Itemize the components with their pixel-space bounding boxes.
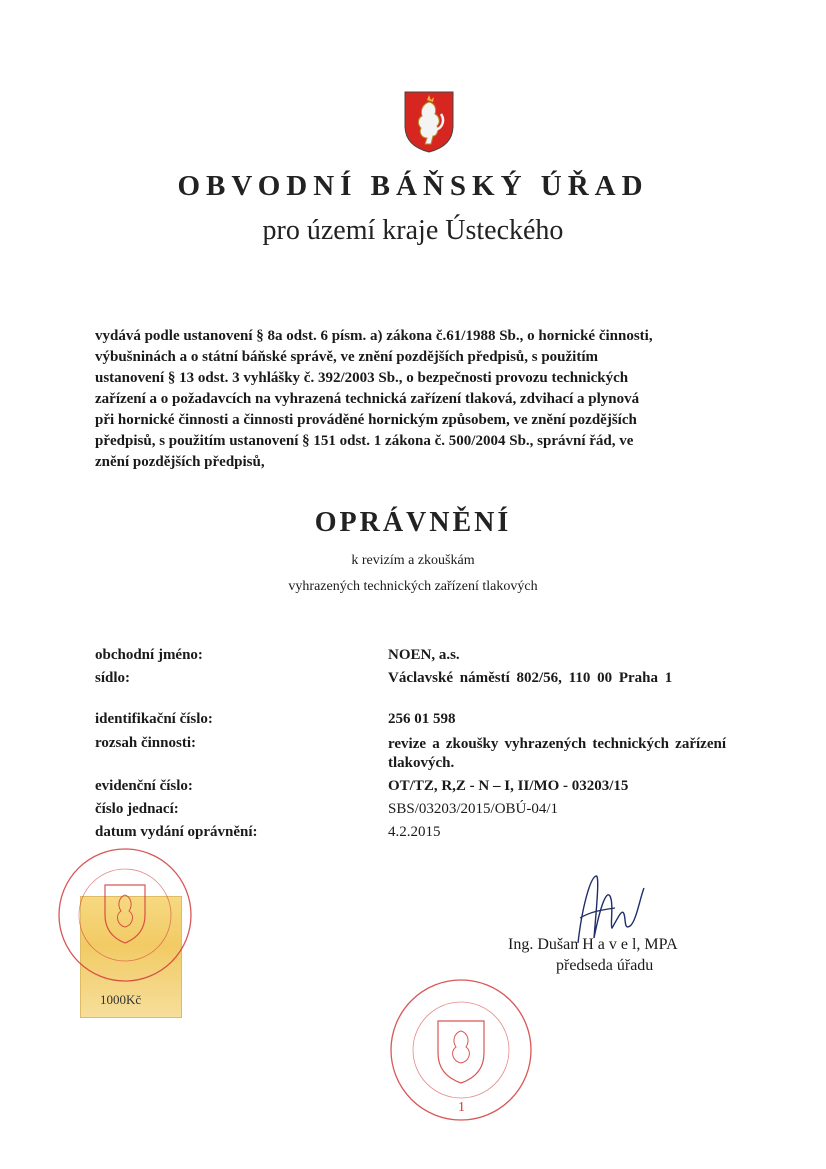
id-value: 256 01 598 <box>388 711 456 727</box>
business-name-value: NOEN, a.s. <box>388 647 460 663</box>
scope-value: revize a zkoušky vyhrazených technických zařízení tlakových. <box>388 736 726 771</box>
office-region: pro území kraje Ústeckého <box>262 215 564 246</box>
office-name: OBVODNÍ BÁŇSKÝ ÚŘAD <box>177 170 649 202</box>
official-stamp-left-icon <box>55 835 195 995</box>
signer-role: předseda úřadu <box>556 957 654 974</box>
document-subtitle-1: k revizím a zkouškám <box>351 553 475 568</box>
registration-label: evidenční číslo: <box>95 778 193 794</box>
registration-value: OT/TZ, R,Z - N – I, II/MO - 03203/15 <box>388 778 629 794</box>
business-name-label: obchodní jméno: <box>95 647 203 663</box>
intro-line: předpisů, s použitím ustanovení § 151 odst. 1 zákona č. 500/2004 Sb., správní řád, ve <box>95 433 634 449</box>
id-label: identifikační číslo: <box>95 711 213 727</box>
reference-label: číslo jednací: <box>95 801 179 817</box>
intro-line: ustanovení § 13 odst. 3 vyhlášky č. 392/2003 Sb., o bezpečnosti provozu technických <box>95 370 629 386</box>
scope-label: rozsah činnosti: <box>95 735 196 751</box>
intro-line: znění pozdějších předpisů, <box>95 454 265 470</box>
seat-value: Václavské náměstí 802/56, 110 00 Praha 1 <box>388 670 673 686</box>
signer-name: Ing. Dušan H a v e l, MPA <box>508 936 678 953</box>
document-title: OPRÁVNĚNÍ <box>314 507 512 538</box>
seat-label: sídlo: <box>95 670 131 686</box>
document-subtitle-2: vyhrazených technických zařízení tlakových <box>288 579 538 594</box>
issue-date-label: datum vydání oprávnění: <box>95 824 258 840</box>
legal-basis-paragraph <box>95 326 727 473</box>
revenue-stamp-value: 1000Kč <box>100 992 142 1007</box>
czech-lion-emblem-icon <box>403 90 455 154</box>
issue-date-value: 4.2.2015 <box>388 824 441 840</box>
stamp-number: 1 <box>458 1100 465 1115</box>
intro-line: při hornické činnosti a činnosti prováděné hornickým způsobem, ve znění pozdějších <box>95 412 637 428</box>
intro-line: výbušninách a o státní báňské správě, ve znění pozdějších předpisů, s použitím <box>95 349 598 365</box>
intro-line: zařízení a o požadavcích na vyhrazená technická zařízení tlaková, zdvihací a plynová <box>95 391 640 407</box>
intro-line: vydává podle ustanovení § 8a odst. 6 písm. a) zákona č.61/1988 Sb., o hornické činnosti, <box>95 328 653 344</box>
reference-value: SBS/03203/2015/OBÚ-04/1 <box>388 801 559 817</box>
